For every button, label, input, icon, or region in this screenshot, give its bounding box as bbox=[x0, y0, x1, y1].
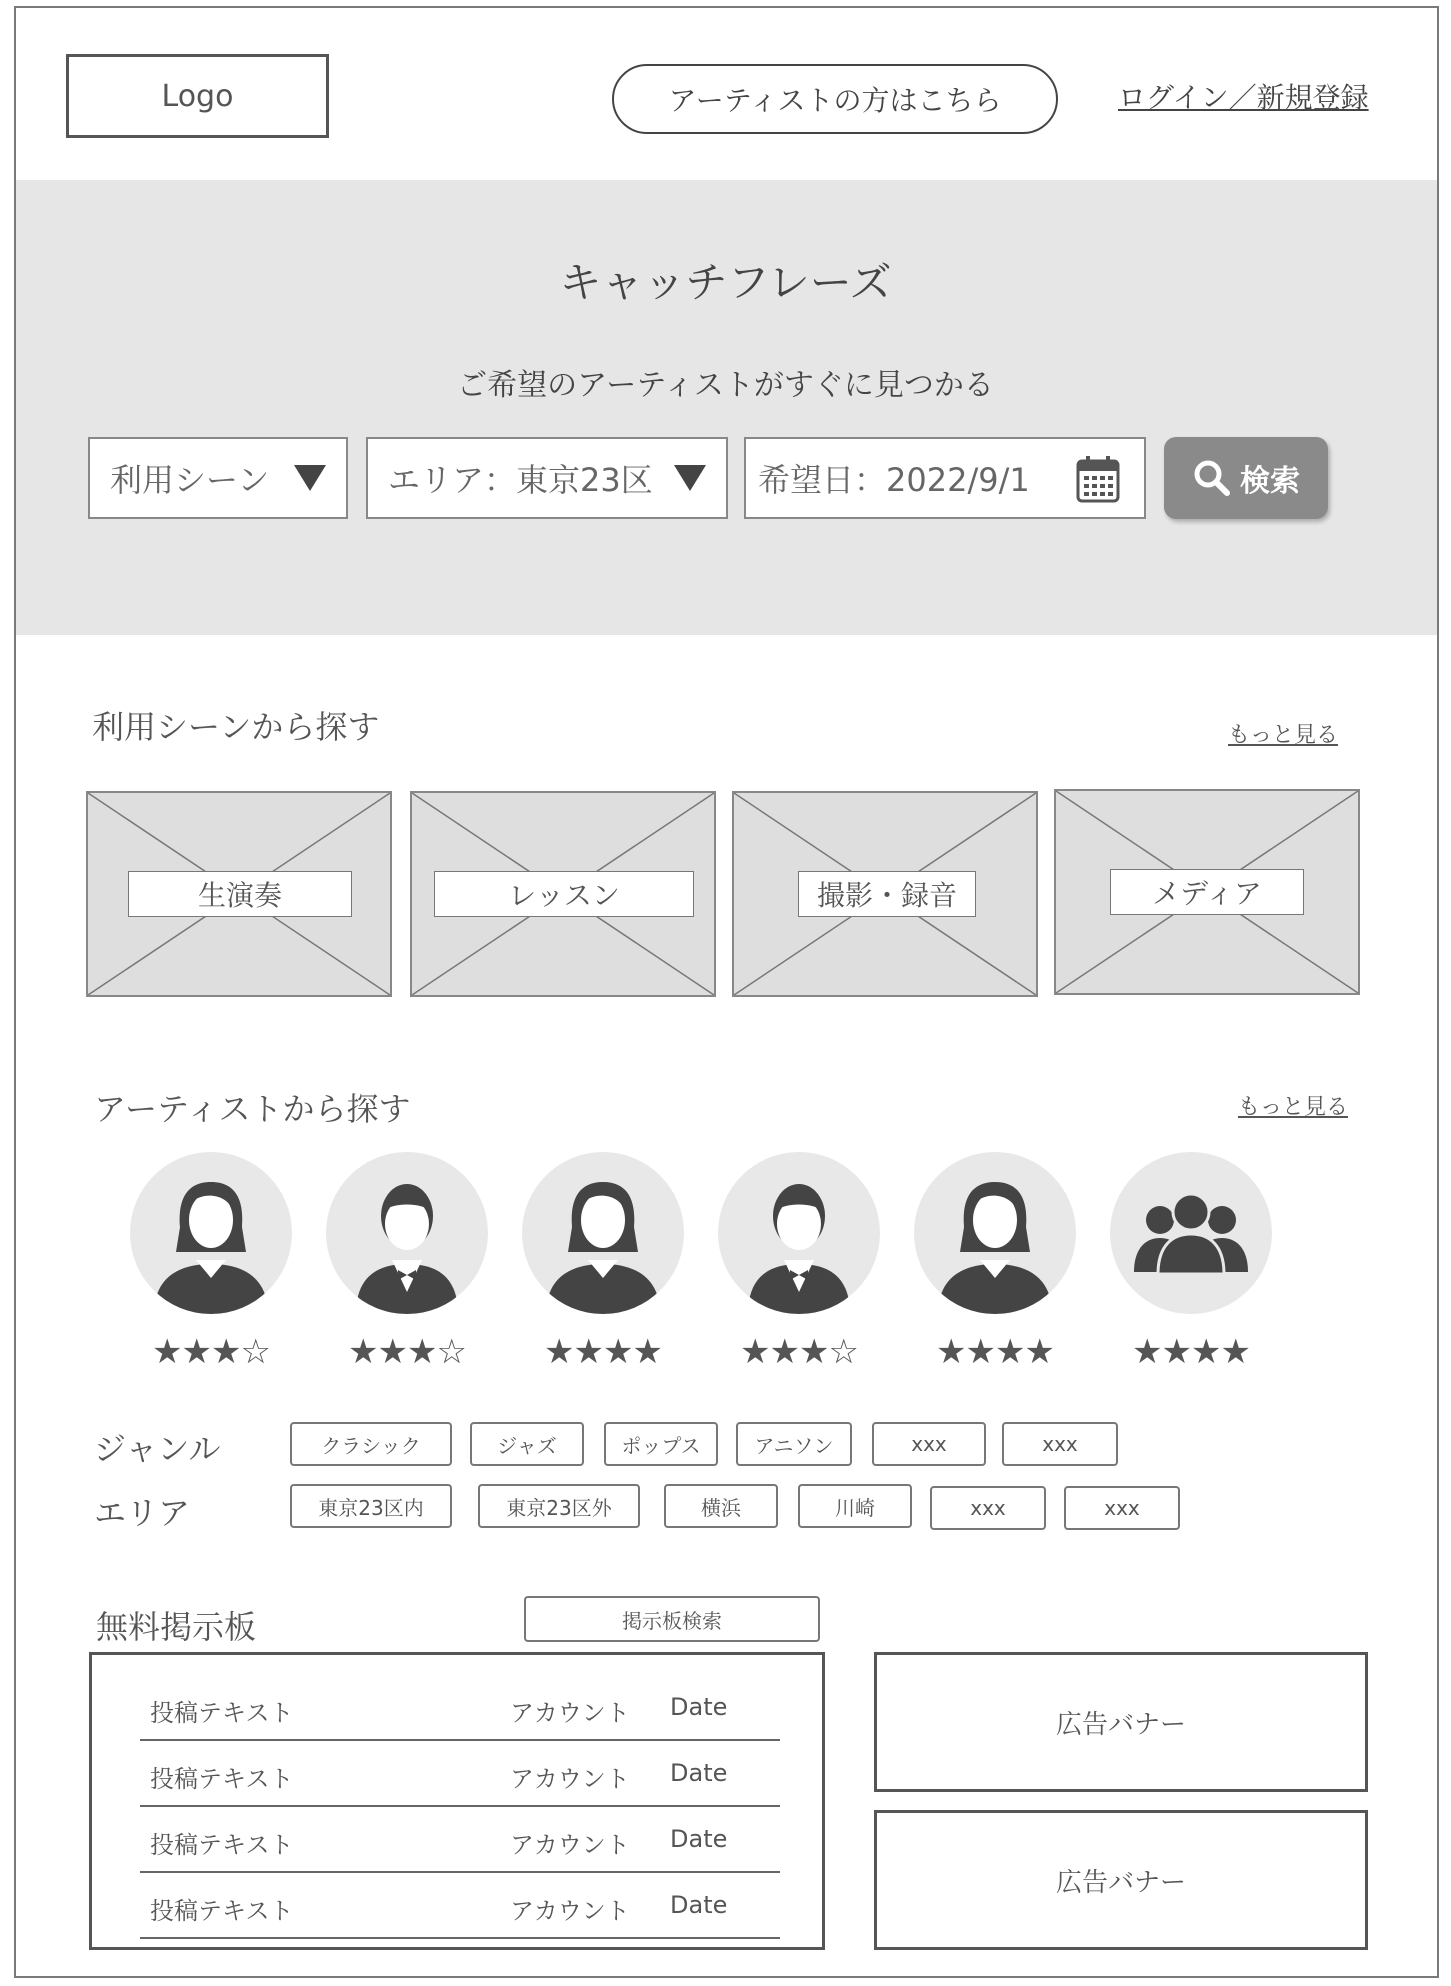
genre-label: ジャンル bbox=[94, 1430, 221, 1468]
chevron-down-icon bbox=[294, 465, 326, 491]
area-tag[interactable]: xxx bbox=[1064, 1486, 1180, 1530]
post-account: アカウント bbox=[510, 1699, 630, 1727]
date-field-value: 希望日：2022/9/1 bbox=[758, 461, 1030, 499]
scene-card[interactable] bbox=[410, 791, 716, 997]
artist-signup-button[interactable]: アーティストの方はこちら bbox=[612, 64, 1058, 134]
area-tag[interactable]: 東京23区外 bbox=[478, 1484, 640, 1528]
calendar-icon[interactable] bbox=[1076, 455, 1120, 503]
scene-card[interactable] bbox=[1054, 789, 1360, 995]
scene-card-label: 撮影・録音 bbox=[798, 871, 976, 917]
search-button-label: 検索 bbox=[1240, 464, 1300, 499]
login-register-link[interactable]: ログイン／新規登録 bbox=[1118, 81, 1369, 114]
artist-avatar[interactable] bbox=[1110, 1152, 1272, 1314]
board-post[interactable] bbox=[140, 1739, 780, 1807]
post-text: 投稿テキスト bbox=[150, 1897, 294, 1925]
group-avatar-icon bbox=[1110, 1152, 1272, 1314]
scene-card[interactable] bbox=[732, 791, 1038, 997]
catchphrase: キャッチフレーズ bbox=[559, 258, 892, 307]
woman-avatar-icon bbox=[130, 1152, 292, 1314]
man-avatar-icon bbox=[718, 1152, 880, 1314]
hero-section bbox=[16, 180, 1437, 635]
scene-select[interactable] bbox=[88, 437, 348, 519]
date-field[interactable] bbox=[744, 437, 1146, 519]
artist-rating: ★★★★ bbox=[936, 1332, 1054, 1372]
artist-avatar[interactable] bbox=[914, 1152, 1076, 1314]
artist-avatar[interactable] bbox=[718, 1152, 880, 1314]
board-post[interactable] bbox=[140, 1673, 780, 1741]
scene-card[interactable] bbox=[86, 791, 392, 997]
scene-card-label: レッスン bbox=[434, 871, 694, 917]
artist-rating: ★★★★ bbox=[1132, 1332, 1250, 1372]
logo[interactable]: Logo bbox=[66, 54, 329, 138]
scene-section-title: 利用シーンから探す bbox=[92, 708, 380, 746]
artist-section-title: アーティストから探す bbox=[94, 1090, 411, 1128]
artist-avatar[interactable] bbox=[326, 1152, 488, 1314]
post-account: アカウント bbox=[510, 1831, 630, 1859]
board-post[interactable] bbox=[140, 1805, 780, 1873]
artist-rating: ★★★★ bbox=[544, 1332, 662, 1372]
area-select-label: エリア：東京23区 bbox=[388, 461, 653, 499]
genre-tag[interactable]: クラシック bbox=[290, 1422, 452, 1466]
post-account: アカウント bbox=[510, 1765, 630, 1793]
board-list bbox=[89, 1652, 825, 1950]
post-date: Date bbox=[670, 1825, 728, 1853]
artist-avatar[interactable] bbox=[522, 1152, 684, 1314]
area-tag[interactable]: xxx bbox=[930, 1486, 1046, 1530]
post-text: 投稿テキスト bbox=[150, 1831, 294, 1859]
post-text: 投稿テキスト bbox=[150, 1699, 294, 1727]
man-avatar-icon bbox=[326, 1152, 488, 1314]
post-account: アカウント bbox=[510, 1897, 630, 1925]
area-tag[interactable]: 川崎 bbox=[798, 1484, 912, 1528]
scene-card-label: メディア bbox=[1110, 869, 1304, 915]
genre-tag[interactable]: xxx bbox=[872, 1422, 986, 1466]
scene-select-label: 利用シーン bbox=[110, 461, 270, 499]
artist-more-link[interactable]: もっと見る bbox=[1238, 1095, 1349, 1120]
area-tag[interactable]: 横浜 bbox=[664, 1484, 778, 1528]
genre-tag[interactable]: ジャズ bbox=[470, 1422, 584, 1466]
scene-more-link[interactable]: もっと見る bbox=[1228, 723, 1339, 748]
genre-tag[interactable]: xxx bbox=[1002, 1422, 1118, 1466]
genre-tag[interactable]: ポップス bbox=[604, 1422, 718, 1466]
artist-rating: ★★★☆ bbox=[152, 1332, 270, 1372]
hero-subtitle: ご希望のアーティストがすぐに見つかる bbox=[457, 368, 994, 403]
ad-banner[interactable]: 広告バナー bbox=[874, 1652, 1368, 1792]
board-post[interactable] bbox=[140, 1871, 780, 1939]
post-date: Date bbox=[670, 1759, 728, 1787]
search-icon bbox=[1192, 458, 1232, 498]
scene-card-label: 生演奏 bbox=[128, 871, 352, 917]
board-search-button[interactable]: 掲示板検索 bbox=[524, 1596, 820, 1642]
artist-rating: ★★★☆ bbox=[740, 1332, 858, 1372]
area-label: エリア bbox=[94, 1494, 191, 1532]
genre-tag[interactable]: アニソン bbox=[736, 1422, 852, 1466]
area-select[interactable] bbox=[366, 437, 728, 519]
woman-avatar-icon bbox=[522, 1152, 684, 1314]
post-date: Date bbox=[670, 1891, 728, 1919]
ad-banner[interactable]: 広告バナー bbox=[874, 1810, 1368, 1950]
artist-avatar[interactable] bbox=[130, 1152, 292, 1314]
woman-avatar-icon bbox=[914, 1152, 1076, 1314]
board-title: 無料掲示板 bbox=[96, 1608, 257, 1646]
post-text: 投稿テキスト bbox=[150, 1765, 294, 1793]
post-date: Date bbox=[670, 1693, 728, 1721]
chevron-down-icon bbox=[674, 465, 706, 491]
search-button[interactable] bbox=[1164, 437, 1328, 519]
area-tag[interactable]: 東京23区内 bbox=[290, 1484, 452, 1528]
artist-rating: ★★★☆ bbox=[348, 1332, 466, 1372]
